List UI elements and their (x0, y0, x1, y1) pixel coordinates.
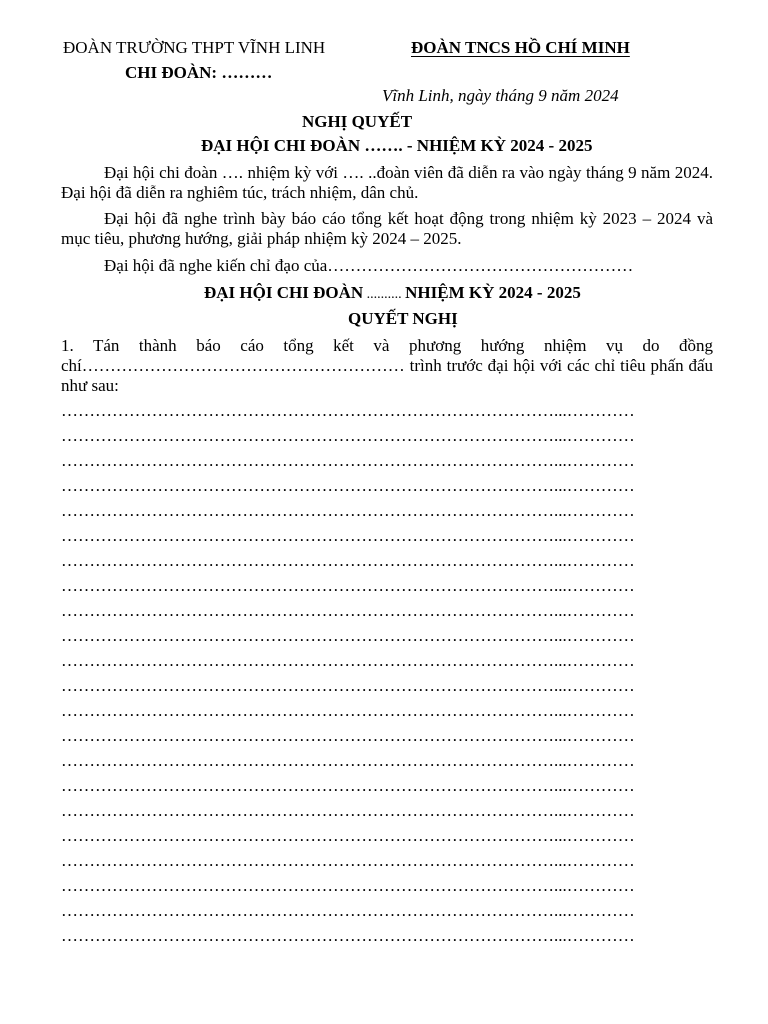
fill-line: ……………………………………………………………………………...………… (61, 626, 635, 645)
branch-name: CHI ĐOÀN: ……… (125, 63, 273, 82)
fill-line: ……………………………………………………………………………...………… (61, 576, 635, 595)
fill-line: ……………………………………………………………………………...………… (61, 726, 635, 745)
fill-line: ……………………………………………………………………………...………… (61, 551, 635, 570)
fill-line: ……………………………………………………………………………...………… (61, 526, 635, 545)
fill-line: ……………………………………………………………………………...………… (61, 451, 635, 470)
resolution-subheading: QUYẾT NGHỊ (348, 309, 458, 328)
right-org-name: ĐOÀN TNCS HỒ CHÍ MINH (411, 38, 630, 57)
fill-line: ……………………………………………………………………………...………… (61, 926, 635, 945)
fill-line: ……………………………………………………………………………...………… (61, 776, 635, 795)
fill-line: ……………………………………………………………………………...………… (61, 601, 635, 620)
paragraph-report: Đại hội đã nghe trình bày báo cáo tổng kết hoạt động trong nhiệm kỳ 2023 – 2024 và mục tiêu, phương hướng, giải pháp nhiệm kỳ 2024 – 2025. (61, 209, 713, 248)
resolution-heading-part2: NHIỆM KỲ 2024 - 2025 (405, 283, 581, 302)
fill-line: ……………………………………………………………………………...………… (61, 476, 635, 495)
document-subtitle: ĐẠI HỘI CHI ĐOÀN ……. - NHIỆM KỲ 2024 - 2025 (201, 136, 593, 155)
fill-line: ……………………………………………………………………………...………… (61, 901, 635, 920)
fill-line: ……………………………………………………………………………...………… (61, 801, 635, 820)
resolution-heading-part1: ĐẠI HỘI CHI ĐOÀN (204, 283, 364, 302)
fill-line: ……………………………………………………………………………...………… (61, 876, 635, 895)
fill-line: ……………………………………………………………………………...………… (61, 501, 635, 520)
fill-line: ……………………………………………………………………………...………… (61, 676, 635, 695)
fill-line: ……………………………………………………………………………...………… (61, 701, 635, 720)
paragraph-guidance: Đại hội đã nghe kiến chỉ đạo của……………………………………………… (104, 256, 634, 275)
paragraph-congress-info: Đại hội chi đoàn …. nhiệm kỳ với …. ..đoàn viên đã diễn ra vào ngày tháng 9 năm 2024. Đại hội đã diễn ra nghiêm túc, trách nhiệm, dân chủ. (61, 163, 713, 202)
document-title: NGHỊ QUYẾT (302, 112, 413, 131)
resolution-heading-dots: .......... (363, 287, 406, 302)
fill-line: ……………………………………………………………………………...………… (61, 426, 635, 445)
fill-line: ……………………………………………………………………………...………… (61, 751, 635, 770)
resolution-heading (204, 283, 581, 305)
date-line: Vĩnh Linh, ngày tháng 9 năm 2024 (382, 86, 619, 105)
fill-line: ……………………………………………………………………………...………… (61, 651, 635, 670)
fill-line: ……………………………………………………………………………...………… (61, 851, 635, 870)
fill-line: ……………………………………………………………………………...………… (61, 401, 635, 420)
resolution-item-1: 1. Tán thành báo cáo tổng kết và phương hướng nhiệm vụ do đồng chí………………………………………………… trình trước đại hội với các chỉ tiêu phấn đấu như sau: (61, 336, 713, 395)
left-org-name: ĐOÀN TRƯỜNG THPT VĨNH LINH (63, 38, 326, 57)
fill-line: ……………………………………………………………………………...………… (61, 826, 635, 845)
